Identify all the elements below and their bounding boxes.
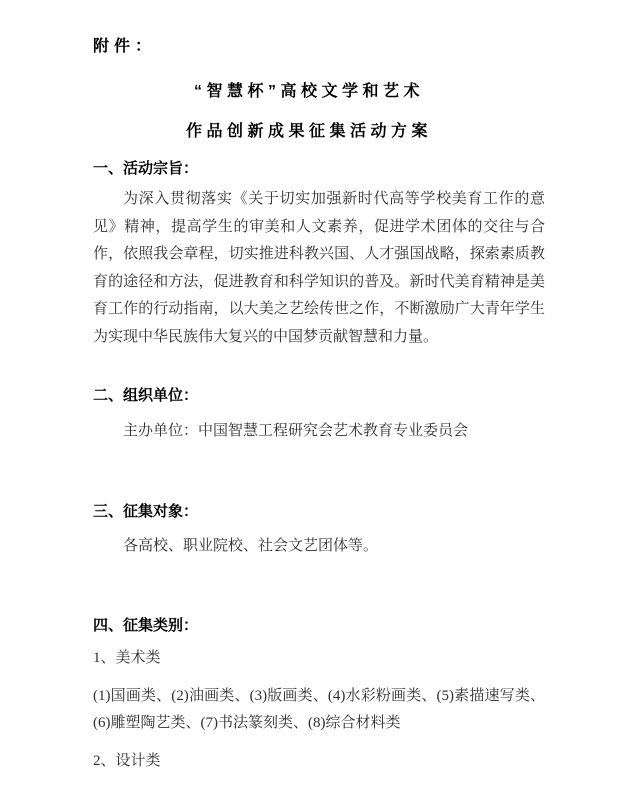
category-item-design: 2、设计类 [93, 752, 161, 769]
collection-targets-line: 各高校、职业院校、社会文艺团体等。 [123, 537, 379, 554]
section-heading-organizers: 二、组织单位： [93, 387, 199, 404]
category-item-fine-arts: 1、美术类 [93, 650, 161, 666]
doc-title-line-1: “智慧杯”高校文学和艺术 [193, 83, 424, 100]
attachment-label: 附件： [93, 38, 157, 55]
category-item-fine-arts-subtypes: (1)国画类、(2)油画类、(3)版画类、(4)水彩粉画类、(5)素描速写类、(6)雕塑陶艺类、(7)书法篆刻类、(8)综合材料类 [93, 687, 545, 731]
doc-title-line-2: 作品创新成果征集活动方案 [185, 123, 432, 140]
section-heading-collection-categories: 四、征集类别： [93, 617, 199, 634]
organizer-line: 主办单位：中国智慧工程研究会艺术教育专业委员会 [123, 423, 469, 439]
section-heading-collection-targets: 三、征集对象： [93, 502, 199, 520]
document-content [93, 36, 545, 775]
activity-purpose-paragraph: 为深入贯彻落实《关于切实加强新时代高等学校美育工作的意见》精神，提高学生的审美和人文素养，促进学术团体的交往与合作，依照我会章程，切实推进科教兴国、人才强国战略，探索素质教育的途径和方法，促进教育和科学知识的普及。新时代美育精神是美育工作的行动指南，以大美之艺绘传世之作，不断激励广大青年学生为实现中华民族伟大复兴的中国梦贡献智慧和力量。 [93, 191, 545, 345]
section-heading-activity-purpose: 一、活动宗旨： [93, 160, 199, 177]
